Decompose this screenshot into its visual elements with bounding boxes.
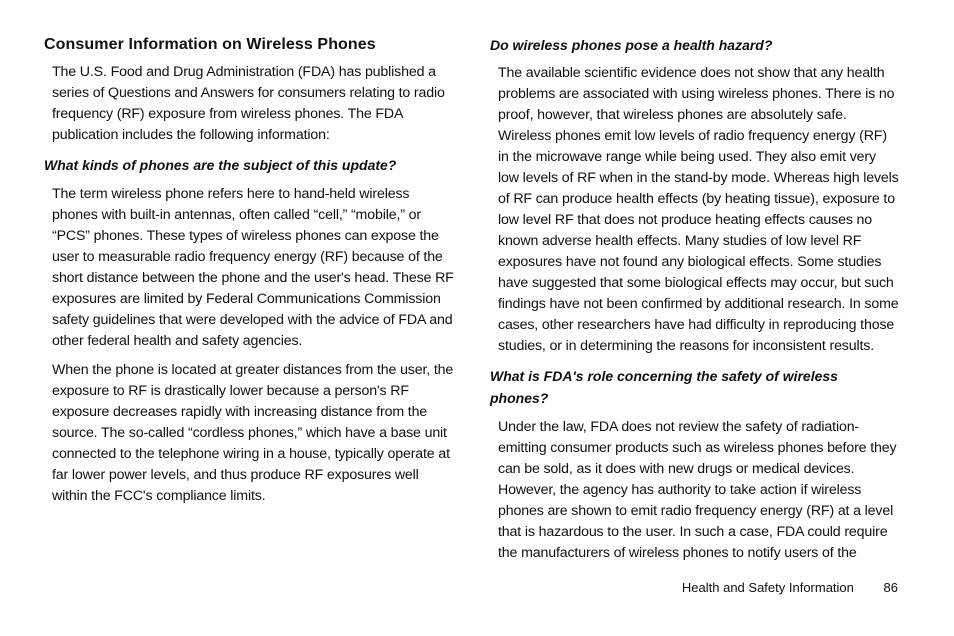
left-column (44, 34, 454, 515)
section-title: Consumer Information on Wireless Phones (44, 36, 376, 53)
answer-paragraph-fda-role: Under the law, FDA does not review the safety of radiation-emitting consumer products such as wireless phones before they can be sold, as it does with new drugs or medical devices. However, the agency has authority to take action if wireless phones are shown to emit radio frequency energy (RF) at a level that is hazardous to the user. In such a case, FDA could require the manufacturers of wireless phones to notify users of the (498, 419, 897, 561)
page-number: 86 (883, 580, 898, 595)
answer-paragraph-health-hazard: The available scientific evidence does not show that any health problems are associated with using wireless phones. There is no proof, however, that wireless phones are absolutely safe. Wireless phones emit low levels of radio frequency energy (RF) in the microwave range while being used. They also emit very low levels of RF when in the stand-by mode. Whereas high levels of RF can produce health effects (by heating tissue), exposure to low level RF that does not produce heating effects causes no known adverse health effects. Many studies of low level RF exposures have not found any biological effects. Some studies have suggested that some biological effects may occur, but such findings have not been confirmed by additional research. In some cases, other researchers have had difficulty in reproducing those studies, or in determining the reasons for inconsistent results. (498, 65, 899, 354)
question-heading-health-hazard: Do wireless phones pose a health hazard? (490, 37, 773, 53)
question-heading-fda-role: What is FDA's role concerning the safety of wireless phones? (490, 368, 838, 406)
answer-paragraph-phone-types-2: When the phone is located at greater distances from the user, the exposure to RF is drastically lower because a person's RF exposure decreases rapidly with increasing distance from the source. The so-called “cordless phones,” which have a base unit connected to the telephone wiring in a house, typically operate at far lower power levels, and thus produce RF exposures well within the FCC's compliance limits. (52, 362, 454, 504)
footer-section-name: Health and Safety Information (681, 580, 854, 595)
intro-paragraph: The U.S. Food and Drug Administration (FDA) has published a series of Questions and Answers for consumers relating to radio frequency (RF) exposure from wireless phones. The FDA publication includes the following information: (52, 64, 445, 143)
answer-paragraph-phone-types-1: The term wireless phone refers here to hand-held wireless phones with built-in antennas, often called “cell,” “mobile,” or “PCS” phones. These types of wireless phones can expose the user to measurable radio frequency energy (RF) because of the short distance between the phone and the user's head. These RF exposures are limited by Federal Communications Commission safety guidelines that were developed with the advice of FDA and other federal health and safety agencies. (52, 186, 454, 349)
right-column (490, 34, 900, 572)
page-footer (682, 578, 898, 598)
question-heading-phone-types: What kinds of phones are the subject of this update? (44, 157, 397, 173)
